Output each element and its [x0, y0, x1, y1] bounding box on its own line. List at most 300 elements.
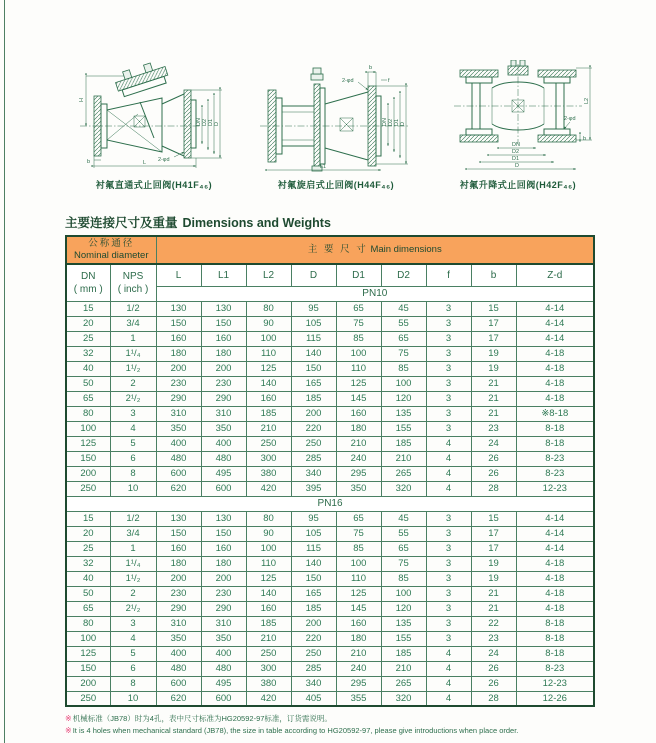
- cell: 210: [246, 631, 291, 646]
- cell: 350: [336, 481, 381, 496]
- section-title-zh: 主要连接尺寸及重量: [65, 216, 178, 230]
- cell: 4-18: [516, 391, 594, 406]
- dim-label-d: D: [214, 122, 220, 126]
- dim-label-d2: D2: [512, 149, 520, 155]
- cell: 155: [381, 421, 426, 436]
- pn16-label-row: [66, 496, 594, 511]
- cell: 495: [201, 676, 246, 691]
- pn16-rows: [66, 511, 594, 706]
- cell: 250: [246, 646, 291, 661]
- footnote-en: [65, 725, 656, 737]
- cell: 210: [336, 436, 381, 451]
- cell: 310: [201, 616, 246, 631]
- cell: 100: [336, 556, 381, 571]
- cell: 185: [291, 601, 336, 616]
- cell: 20: [66, 526, 110, 541]
- cell: 12-26: [516, 691, 594, 706]
- cell: 3: [426, 346, 471, 361]
- cell: 8-23: [516, 661, 594, 676]
- cell: 125: [336, 586, 381, 601]
- cell: 65: [66, 391, 110, 406]
- cell: 265: [381, 466, 426, 481]
- footnote-en-text: It is 4 holes when mechanical standard (JB78), the size in table according to HG20592-97, please give introductions when place order.: [72, 726, 519, 736]
- valve-drawing-h42f: [438, 60, 598, 174]
- cell: 21: [471, 391, 516, 406]
- cell: 3: [426, 391, 471, 406]
- col-header-nps: [110, 264, 156, 301]
- cell: 230: [201, 376, 246, 391]
- cell: 105: [291, 316, 336, 331]
- cell: 100: [66, 421, 110, 436]
- section-title: [65, 213, 656, 231]
- col-dn-unit: ( mm ): [73, 283, 103, 295]
- cell: 290: [156, 601, 201, 616]
- cell: 1¹/₂: [110, 361, 156, 376]
- cell: 145: [336, 391, 381, 406]
- valve-figures-row: [0, 0, 656, 191]
- cell: 1¹/₄: [110, 346, 156, 361]
- cell: 290: [201, 391, 246, 406]
- cell: 320: [381, 481, 426, 496]
- cell: 80: [246, 301, 291, 316]
- cell: 400: [156, 646, 201, 661]
- cell: 350: [201, 631, 246, 646]
- cell: 75: [381, 556, 426, 571]
- table-row: [66, 661, 594, 676]
- cell: 220: [291, 421, 336, 436]
- col-header-zd: Z-d: [516, 264, 594, 286]
- cell: 80: [246, 511, 291, 526]
- cell: 240: [336, 451, 381, 466]
- cell: 21: [471, 406, 516, 421]
- figure-h42f: [438, 60, 598, 191]
- cell: 300: [246, 451, 291, 466]
- cell: 45: [381, 301, 426, 316]
- table-row: [66, 301, 594, 316]
- cell: 480: [156, 451, 201, 466]
- col-header-l: L: [156, 264, 201, 286]
- table-row: [66, 436, 594, 451]
- dim-label-dn: DN: [196, 118, 202, 126]
- cell: 480: [201, 661, 246, 676]
- cell: 480: [156, 661, 201, 676]
- cell: 4-18: [516, 346, 594, 361]
- cell: 21: [471, 601, 516, 616]
- cell: 100: [381, 586, 426, 601]
- cell: 185: [291, 391, 336, 406]
- cell: 115: [291, 541, 336, 556]
- cell: 2¹/₂: [110, 601, 156, 616]
- cell: 180: [156, 556, 201, 571]
- table-row: [66, 556, 594, 571]
- cell: 145: [336, 601, 381, 616]
- cell: 22: [471, 616, 516, 631]
- cell: 8-18: [516, 436, 594, 451]
- cell: 12-23: [516, 676, 594, 691]
- cell: 180: [201, 556, 246, 571]
- cell: 80: [66, 616, 110, 631]
- cell: 3: [110, 616, 156, 631]
- cell: 3: [426, 541, 471, 556]
- dim-label-l: L: [143, 160, 147, 166]
- cell: 4-14: [516, 316, 594, 331]
- cell: 17: [471, 526, 516, 541]
- cell: 130: [156, 511, 201, 526]
- cell: 4-18: [516, 571, 594, 586]
- cell: 1: [110, 541, 156, 556]
- dim-label-d1: D1: [208, 118, 214, 126]
- nominal-diameter-en: Nominal diameter: [74, 250, 149, 261]
- cell: 85: [381, 361, 426, 376]
- cell: 50: [66, 376, 110, 391]
- cell: 10: [110, 691, 156, 706]
- cell: 3: [426, 376, 471, 391]
- figure-caption-h42f: 衬氟升降式止回阀(H42F₄₆): [459, 180, 577, 190]
- cell: 295: [336, 676, 381, 691]
- cell: 210: [381, 661, 426, 676]
- main-dimensions-en: Main dimensions: [370, 244, 442, 256]
- table-row: [66, 541, 594, 556]
- cell: 115: [291, 331, 336, 346]
- cell: 150: [291, 571, 336, 586]
- cell: 26: [471, 676, 516, 691]
- cell: 2: [110, 586, 156, 601]
- cell: 620: [156, 691, 201, 706]
- cell: 55: [381, 316, 426, 331]
- cell: 95: [291, 511, 336, 526]
- cell: 65: [66, 601, 110, 616]
- cell: 6: [110, 661, 156, 676]
- cell: 110: [246, 556, 291, 571]
- section-title-en: Dimensions and Weights: [182, 216, 331, 230]
- cell: 405: [291, 691, 336, 706]
- cell: 1¹/₂: [110, 571, 156, 586]
- table-row: [66, 571, 594, 586]
- cell: 600: [156, 466, 201, 481]
- cell: 210: [246, 421, 291, 436]
- footnotes: [65, 713, 656, 738]
- cell: 210: [336, 646, 381, 661]
- table-row: [66, 346, 594, 361]
- col-nps-unit: ( inch ): [117, 283, 149, 295]
- cell: 2: [110, 376, 156, 391]
- cell: 185: [246, 616, 291, 631]
- main-dimensions-zh: 主 要 尺 寸: [307, 244, 368, 256]
- figure-h41f: [74, 60, 234, 191]
- cell: 1/2: [110, 301, 156, 316]
- col-header-l2: L2: [246, 264, 291, 286]
- cell: 140: [246, 376, 291, 391]
- cell: 26: [471, 661, 516, 676]
- cell: 110: [336, 571, 381, 586]
- cell: 250: [246, 436, 291, 451]
- cell: 160: [336, 616, 381, 631]
- cell: 12-23: [516, 481, 594, 496]
- cell: 105: [291, 526, 336, 541]
- dim-label-h: H: [79, 98, 85, 102]
- cell: 85: [381, 571, 426, 586]
- cell: 200: [201, 571, 246, 586]
- cell: 100: [336, 346, 381, 361]
- valve-drawing-h44f: [256, 60, 416, 174]
- cell: 17: [471, 331, 516, 346]
- cell: 3: [426, 571, 471, 586]
- cell: 25: [66, 331, 110, 346]
- figure-caption-h41f: 衬氟直通式止回阀(H41F₄₆): [95, 180, 213, 190]
- cell: 400: [201, 646, 246, 661]
- cell: 150: [201, 316, 246, 331]
- cell: 5: [110, 436, 156, 451]
- cell: 4-18: [516, 601, 594, 616]
- cell: 140: [291, 346, 336, 361]
- cell: 185: [381, 436, 426, 451]
- cell: 15: [471, 511, 516, 526]
- col-header-d1: D1: [336, 264, 381, 286]
- table-row: [66, 676, 594, 691]
- cell: 110: [336, 361, 381, 376]
- dim-label-d: D: [515, 163, 519, 169]
- nominal-diameter-header: [66, 236, 156, 264]
- cell: 3/4: [110, 316, 156, 331]
- col-header-b: b: [471, 264, 516, 286]
- cell: 150: [66, 661, 110, 676]
- cell: 295: [336, 466, 381, 481]
- cell: 220: [291, 631, 336, 646]
- cell: 180: [201, 346, 246, 361]
- cell: 10: [110, 481, 156, 496]
- cell: 150: [156, 316, 201, 331]
- cell: 23: [471, 631, 516, 646]
- cell: 15: [471, 301, 516, 316]
- cell: 4-18: [516, 361, 594, 376]
- cell: 200: [66, 676, 110, 691]
- cell: 140: [246, 586, 291, 601]
- cell: 130: [156, 301, 201, 316]
- col-header-dn: [66, 264, 110, 301]
- cell: 155: [381, 631, 426, 646]
- cell: 200: [291, 406, 336, 421]
- cell: 3: [426, 616, 471, 631]
- cell: 100: [246, 541, 291, 556]
- cell: 355: [336, 691, 381, 706]
- cell: 8-23: [516, 451, 594, 466]
- cell: 28: [471, 691, 516, 706]
- cell: 310: [156, 406, 201, 421]
- cell: 285: [291, 451, 336, 466]
- cell: 125: [336, 376, 381, 391]
- cell: 160: [156, 541, 201, 556]
- cell: 125: [66, 436, 110, 451]
- footnote-zh-text: 机械标准（JB78）时为4孔，表中尺寸标准为HG20592-97标准，订货需说明。: [72, 714, 332, 723]
- table-row: [66, 391, 594, 406]
- cell: 320: [381, 691, 426, 706]
- col-header-d2: D2: [381, 264, 426, 286]
- cell: 90: [246, 526, 291, 541]
- cell: 23: [471, 421, 516, 436]
- cell: 25: [66, 541, 110, 556]
- dim-label-d1: D1: [394, 118, 400, 126]
- cell: 3: [110, 406, 156, 421]
- cell: 8: [110, 466, 156, 481]
- cell: 310: [201, 406, 246, 421]
- cell: 45: [381, 511, 426, 526]
- cell: 230: [201, 586, 246, 601]
- pn10-rows: [66, 301, 594, 496]
- reference-mark-icon: ※: [65, 726, 72, 736]
- dim-label-d1: D1: [512, 156, 520, 162]
- cell: 3: [426, 601, 471, 616]
- cell: 120: [381, 391, 426, 406]
- cell: 230: [156, 376, 201, 391]
- cell: 200: [66, 466, 110, 481]
- cell: 265: [381, 676, 426, 691]
- cell: 4-14: [516, 301, 594, 316]
- cell: 150: [66, 451, 110, 466]
- cell: 250: [66, 481, 110, 496]
- cell: 380: [246, 466, 291, 481]
- cell: 26: [471, 451, 516, 466]
- cell: 380: [246, 676, 291, 691]
- cell: 8: [110, 676, 156, 691]
- cell: 3: [426, 331, 471, 346]
- cell: 40: [66, 571, 110, 586]
- cell: 4: [426, 436, 471, 451]
- table-row: [66, 601, 594, 616]
- cell: 130: [201, 301, 246, 316]
- cell: 65: [381, 331, 426, 346]
- table-row: [66, 616, 594, 631]
- cell: 90: [246, 316, 291, 331]
- cell: 200: [291, 616, 336, 631]
- cell: 19: [471, 361, 516, 376]
- cell: 160: [336, 406, 381, 421]
- cell: 350: [156, 421, 201, 436]
- cell: 110: [246, 346, 291, 361]
- cell: 200: [201, 361, 246, 376]
- col-dn-label: DN: [81, 270, 96, 282]
- cell: 17: [471, 316, 516, 331]
- cell: 240: [336, 661, 381, 676]
- cell: 135: [381, 616, 426, 631]
- cell: 480: [201, 451, 246, 466]
- cell: 4: [426, 481, 471, 496]
- cell: 2¹/₂: [110, 391, 156, 406]
- cell: 3: [426, 631, 471, 646]
- cell: 24: [471, 646, 516, 661]
- figure-h44f: [256, 60, 416, 191]
- cell: 420: [246, 481, 291, 496]
- cell: ※8-18: [516, 406, 594, 421]
- dim-label-zd: 2-φd: [342, 78, 354, 84]
- cell: 3: [426, 421, 471, 436]
- cell: 4-14: [516, 526, 594, 541]
- cell: 4: [110, 631, 156, 646]
- cell: 200: [156, 571, 201, 586]
- cell: 125: [66, 646, 110, 661]
- cell: 17: [471, 541, 516, 556]
- dimensions-table: [65, 235, 595, 707]
- cell: 3: [426, 556, 471, 571]
- cell: 290: [156, 391, 201, 406]
- cell: 4-18: [516, 376, 594, 391]
- table-row: [66, 421, 594, 436]
- cell: 100: [246, 331, 291, 346]
- cell: 3: [426, 361, 471, 376]
- cell: 28: [471, 481, 516, 496]
- col-header-f: f: [426, 264, 471, 286]
- cell: 150: [201, 526, 246, 541]
- cell: 285: [291, 661, 336, 676]
- cell: 135: [381, 406, 426, 421]
- cell: 19: [471, 346, 516, 361]
- cell: 4-14: [516, 331, 594, 346]
- cell: 100: [381, 376, 426, 391]
- dim-label-d: D: [400, 122, 406, 126]
- cell: 495: [201, 466, 246, 481]
- cell: 160: [201, 331, 246, 346]
- cell: 165: [291, 376, 336, 391]
- col-header-d: D: [291, 264, 336, 286]
- figure-caption-h44f: 衬氟旋启式止回阀(H44F₄₆): [277, 180, 395, 190]
- cell: 4: [426, 691, 471, 706]
- dim-label-dn: DN: [382, 118, 388, 126]
- cell: 395: [291, 481, 336, 496]
- cell: 75: [336, 316, 381, 331]
- table-band-row: [66, 236, 594, 264]
- cell: 32: [66, 556, 110, 571]
- cell: 8-23: [516, 466, 594, 481]
- cell: 4: [426, 661, 471, 676]
- cell: 19: [471, 571, 516, 586]
- reference-mark-icon: ※: [65, 714, 72, 723]
- cell: 350: [201, 421, 246, 436]
- cell: 1: [110, 331, 156, 346]
- footnote-zh: [65, 713, 656, 725]
- cell: 15: [66, 301, 110, 316]
- valve-drawing-h41f: [74, 60, 234, 174]
- cell: 6: [110, 451, 156, 466]
- cell: 210: [381, 451, 426, 466]
- dim-label-f: f: [388, 78, 390, 84]
- cell: 160: [201, 541, 246, 556]
- cell: 8-18: [516, 616, 594, 631]
- dim-label-zd: 2-φd: [158, 157, 170, 163]
- table-row: [66, 511, 594, 526]
- cell: 15: [66, 511, 110, 526]
- cell: 3: [426, 511, 471, 526]
- table-row: [66, 466, 594, 481]
- table-row: [66, 451, 594, 466]
- cell: 21: [471, 586, 516, 601]
- cell: 1¹/₄: [110, 556, 156, 571]
- cell: 340: [291, 676, 336, 691]
- pn16-label: PN16: [66, 496, 594, 511]
- table-row: [66, 361, 594, 376]
- table-row: [66, 586, 594, 601]
- pn10-label: PN10: [156, 286, 594, 301]
- dim-label-d2: D2: [202, 118, 208, 126]
- cell: 3: [426, 316, 471, 331]
- cell: 4-14: [516, 541, 594, 556]
- cell: 32: [66, 346, 110, 361]
- cell: 200: [156, 361, 201, 376]
- table-row: [66, 646, 594, 661]
- cell: 600: [201, 481, 246, 496]
- dim-label-dn: DN: [512, 142, 520, 148]
- cell: 300: [246, 661, 291, 676]
- main-dimensions-header: [156, 236, 594, 264]
- cell: 350: [156, 631, 201, 646]
